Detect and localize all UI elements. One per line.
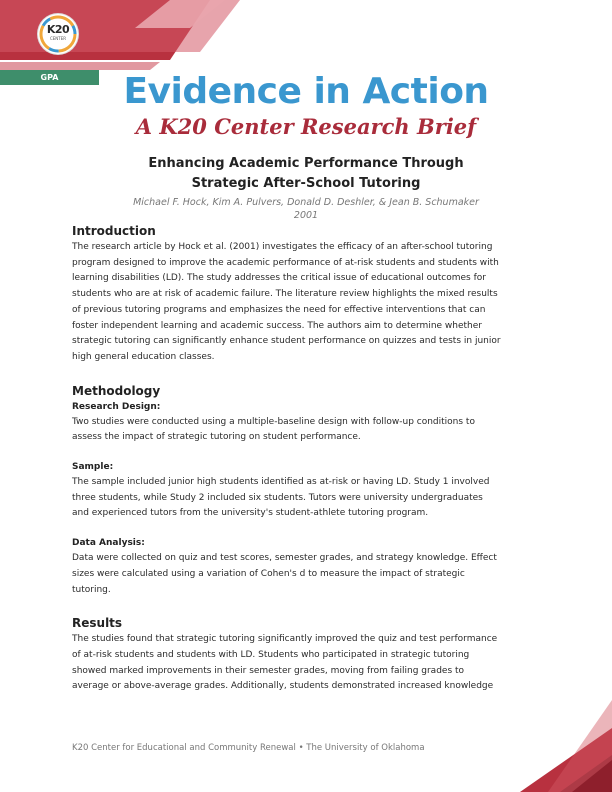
text-line: three students, while Study 2 included six students. Tutors were university undergraduates: [72, 492, 483, 503]
methodology-heading: Methodology: [72, 383, 161, 398]
logo-text: K20: [46, 23, 70, 36]
text-line: Data were collected on quiz and test scores, semester grades, and strategy knowledge. Effect: [72, 553, 497, 564]
text-line: sizes were calculated using a variation of Cohen's d to measure the impact of strategic: [72, 568, 465, 579]
text-line: of at-risk students and students with LD. Students who participated in strategic tutoring: [72, 649, 470, 660]
text-line: learning disabilities (LD). The study addresses the critical issue of educational outcomes for: [72, 273, 486, 284]
text-line: students who are at risk of academic failure. The literature review highlights the mixed results: [72, 289, 498, 300]
text-line: showed marked improvements in their semester grades, moving from failing grades to: [72, 665, 465, 676]
text-line: strategic tutoring can significantly enhance student performance on quizzes and tests in junior: [72, 336, 501, 347]
sample-subheading: Sample:: [72, 462, 114, 473]
text-line: The research article by Hock et al. (2001) investigates the efficacy of an after-school tutoring: [72, 242, 493, 252]
text-line: The sample included junior high students identified as at-risk or having LD. Study 1 involved: [72, 477, 490, 488]
data-analysis-subheading: Data Analysis:: [72, 538, 145, 549]
logo-subtext: CENTER: [49, 36, 67, 41]
article-title-line: Strategic After-School Tutoring: [191, 176, 421, 191]
text-line: high general education classes.: [72, 351, 215, 362]
article-title: [120, 154, 492, 194]
text-line: Two studies were conducted using a multiple-baseline design with follow-up conditions to: [72, 416, 475, 427]
introduction-heading: Introduction: [72, 224, 156, 238]
text-line: program designed to improve the academic performance of at-risk students and students with: [72, 257, 499, 268]
sample-body: [72, 475, 544, 522]
brief-content: [72, 222, 544, 695]
text-line: of previous tutoring programs and emphasizes the need for effective interventions that can: [72, 304, 486, 315]
research-design-subheading: Research Design:: [72, 401, 161, 412]
data-analysis-body: [72, 551, 544, 598]
article-title-line: Enhancing Academic Performance Through: [148, 156, 464, 171]
category-tag: GPA: [0, 70, 99, 85]
brief-title: Evidence in Action: [123, 71, 489, 112]
text-line: average or above-average grades. Additionally, students demonstrated increased knowledge: [72, 681, 494, 692]
article-year: 2001: [293, 210, 319, 221]
text-line: tutoring.: [72, 584, 111, 595]
brief-subtitle: A K20 Center Research Brief: [135, 114, 477, 139]
research-design-body: [72, 415, 544, 446]
text-line: and experienced tutors from the university's student-athlete tutoring program.: [72, 508, 429, 519]
text-line: The studies found that strategic tutoring significantly improved the quiz and test performance: [72, 634, 498, 645]
k20-logo: [38, 14, 78, 54]
text-line: assess the impact of strategic tutoring on student performance.: [72, 432, 361, 443]
page-footer: K20 Center for Educational and Community Renewal • The University of Oklahoma: [72, 743, 425, 753]
text-line: foster independent learning and academic success. The authors aim to determine whether: [72, 320, 482, 331]
results-heading: Results: [72, 616, 123, 631]
article-authors: Michael F. Hock, Kim A. Pulvers, Donald D. Deshler, & Jean B. Schumaker: [133, 197, 479, 208]
results-body: [72, 632, 544, 695]
introduction-body: [72, 240, 544, 366]
